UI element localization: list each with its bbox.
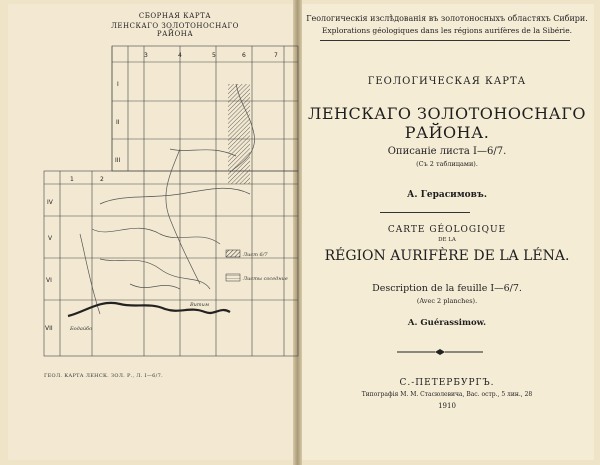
series-title-fr: Explorations géologiques dans les régions aurifères de la Sibérie.	[321, 26, 573, 35]
legend-label-1: Лист 6/7	[243, 252, 268, 258]
col-label-5: 5	[212, 52, 216, 59]
row-label-7: VII	[45, 325, 53, 332]
row-label-4: IV	[47, 199, 53, 206]
planches-note-fr: (Avec 2 planches).	[416, 297, 478, 305]
author-fr: A. Guérassimow.	[407, 318, 487, 328]
col-label-4: 4	[178, 52, 182, 59]
header-rule	[320, 40, 570, 41]
map-caption-line1: СБОРНАЯ КАРТА	[138, 12, 212, 20]
col-label-6: 6	[242, 52, 246, 59]
row-label-3: III	[115, 157, 121, 164]
index-map	[40, 44, 302, 364]
row-label-2: II	[116, 119, 120, 126]
city: С.-ПЕТЕРБУРГЪ.	[399, 378, 495, 388]
sheet-6-7-hatch	[228, 84, 250, 184]
printer: Типографія М. М. Стасюлевича, Вас. остр., 5 лин., 28	[361, 391, 533, 398]
col-label-3: 3	[144, 52, 148, 59]
map-footer: ГЕОЛ. КАРТА ЛЕНСК. ЗОЛ. Р., Л. I—6/7.	[44, 373, 163, 379]
legend-label-2: Листы соседние	[243, 276, 288, 282]
year: 1910	[438, 402, 456, 410]
ornament-divider	[395, 348, 485, 356]
main-title-ru-1: ГЕОЛОГИЧЕСКАЯ КАРТА	[367, 76, 527, 87]
place-label-1: Бодайбо	[70, 326, 93, 332]
tables-note-ru: (Съ 2 таблицами).	[416, 160, 478, 168]
author-ru: А. Герасимовъ.	[407, 190, 487, 200]
mid-rule	[380, 212, 470, 213]
main-title-fr-2: RÉGION AURIFÈRE DE LA LÉNA.	[324, 248, 570, 264]
main-title-fr-de: DE LA	[438, 237, 456, 243]
main-title-ru-2: ЛЕНСКАГО ЗОЛОТОНОСНАГО РАЙОНА.	[308, 104, 586, 142]
row-label-5: V	[48, 235, 53, 242]
sheet-desc-fr: Description de la feuille I—6/7.	[372, 283, 522, 294]
sheet-desc-ru: Описаніе листа I—6/7.	[387, 146, 507, 157]
legend-box-1	[226, 250, 240, 257]
map-caption-line2: ЛЕНСКАГО ЗОЛОТОНОСНАГО РАЙОНА	[111, 22, 239, 38]
place-label-2: Витим	[190, 302, 210, 308]
legend-box-2	[226, 274, 240, 281]
row-label-1: I	[117, 81, 119, 88]
col-label-7: 7	[274, 52, 278, 59]
series-title-ru: Геологическія изслѣдованія въ золотоносныхъ областяхъ Сибири.	[306, 14, 588, 23]
col-label-1: 1	[70, 176, 74, 183]
main-title-fr-1: CARTE GÉOLOGIQUE	[387, 225, 507, 235]
row-label-6: VI	[46, 277, 52, 284]
col-label-2: 2	[100, 176, 104, 183]
